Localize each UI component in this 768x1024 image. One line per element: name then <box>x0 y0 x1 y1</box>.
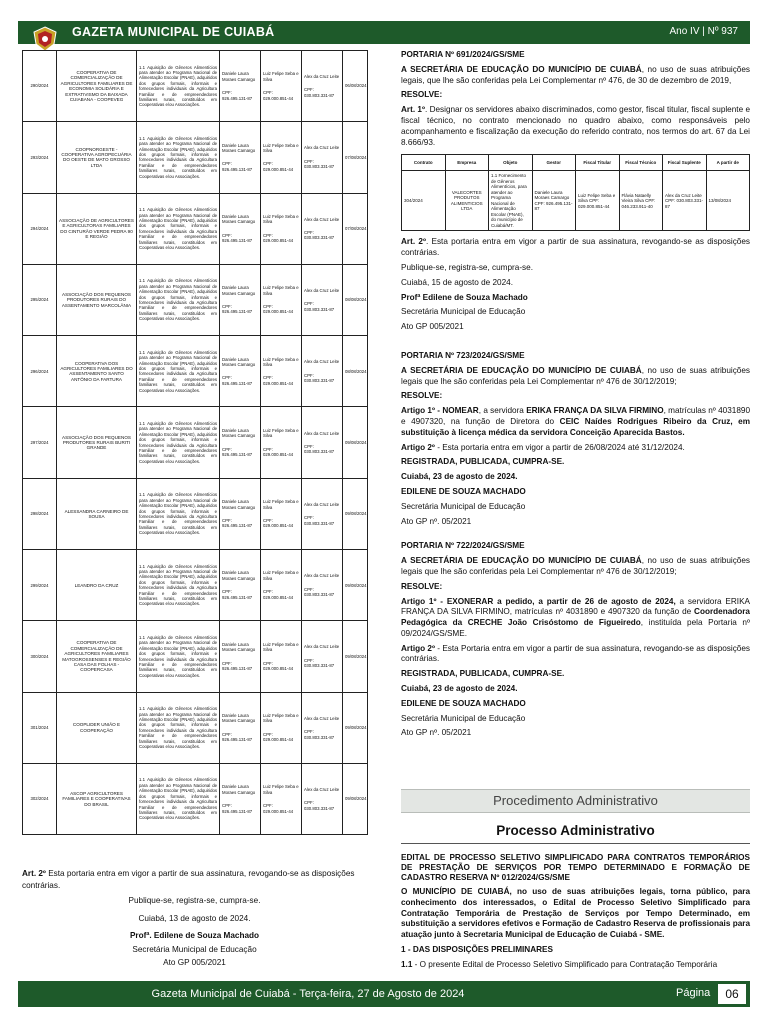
table-cell: 1.1 Fornecimento de Gêneros Alimentícios, para atender ao Programa Nacional de Alimentação Escolar (PNAE), do município de Cuiabá/MT. <box>489 171 533 231</box>
suplente-cell <box>302 478 343 549</box>
city-coat-of-arms-icon <box>32 26 58 52</box>
contract-number: 299/2024 <box>23 550 57 621</box>
article-1: Artigo 1º - NOMEAR, a servidora ERIKA FRANÇA DA SILVA FIRMINO, matrículas nº 4031890 e 4907320, na função de Diretora do CEIC Naídes Rodrigues Ribeiro da Cruz, em substituição à licença médica da servidora Conceição Aparecida Bastos. <box>401 406 751 437</box>
resolve-label: RESOLVE: <box>401 90 443 100</box>
suplente-cell <box>302 193 343 264</box>
fiscal-cell <box>261 407 302 478</box>
person-cpf: CPF: 029.000.851-44 <box>263 304 294 315</box>
person-name: Luiz Felipe Seba e Silva <box>263 71 299 82</box>
person-cpf: CPF: 029.000.851-44 <box>263 446 294 458</box>
contract-object: 1.1 Aquisição de Gêneros Alimentícios para atender ao Programa Nacional de Alimentação Escolar (PNAE), adquiridos dos grupos formais, informais e fornecedores individuais da Agricultura Familiar e de empreendedores familiares rurais, constituídos em Cooperativas e/ou Associações. <box>137 478 220 549</box>
person-name: Daniele Laura Moraes Camargo <box>222 356 256 367</box>
person-name: Daniele Laura Moraes Camargo <box>222 427 256 439</box>
article-2: Artigo 2º - Esta Portaria entra em vigor a partir de sua assinatura, revogando-se as disposições contrárias. <box>401 643 751 664</box>
contract-number: 295/2024 <box>23 264 57 335</box>
contract-number: 293/2024 <box>23 122 57 193</box>
portaria-722 <box>401 541 750 739</box>
signer-role: Secretária Municipal de Educação <box>401 307 526 317</box>
suplente-cell <box>302 51 343 122</box>
start-date: 09/08/2024 <box>343 763 368 834</box>
company-name: LEANDRO DA CRUZ <box>57 550 137 621</box>
edition-number: Ano IV | Nº 937 <box>669 26 738 37</box>
table-cell: 304/2024 <box>402 171 446 231</box>
suplente-cell <box>302 122 343 193</box>
person-cpf: CPF: 926.495.131-87 <box>222 731 253 743</box>
person-cpf: CPF: 926.495.131-87 <box>222 161 253 172</box>
footer-text: Gazeta Municipal de Cuiabá - Terça-feira, 27 de Agosto de 2024 <box>151 988 465 1000</box>
table-cell: VALECORTES PRODUTOS ALIMENTICIOS LTDA <box>445 171 489 231</box>
contract-number: 301/2024 <box>23 692 57 763</box>
person-cpf: CPF: 029.000.851-44 <box>263 232 294 244</box>
column-header: Fiscal Titular <box>576 155 620 171</box>
edital-section <box>401 853 750 975</box>
designation-table <box>401 154 750 231</box>
signer-name: EDILENE DE SOUZA MACHADO <box>401 486 526 496</box>
signer-act: Ato GP 005/2021 <box>163 958 226 967</box>
person-name: Luiz Felipe Seba e Silva <box>263 641 299 653</box>
table-row <box>23 407 368 478</box>
registrada-line: REGISTRADA, PUBLICADA, CUMPRA-SE. <box>401 669 565 679</box>
person-cpf: CPF: 926.495.131-87 <box>222 517 253 529</box>
fiscal-cell <box>261 621 302 692</box>
contract-object: 1.1 Aquisição de Gêneros Alimentícios para atender ao Programa Nacional de Alimentação Escolar (PNAE), adquiridos dos grupos formais, informais e fornecedores individuais da Agricultura Familiar e de empreendedores familiares rurais, constituídos em Cooperativas e/ou Associações. <box>137 193 220 264</box>
table-cell: Alex da Cruz Leite CPF: 030.803.331-87 <box>663 171 707 231</box>
person-name: Daniele Laura Moraes Camargo <box>222 142 256 154</box>
person-name: Daniele Laura Moraes Camargo <box>222 499 256 510</box>
person-cpf: CPF: 030.803.331-87 <box>304 87 335 98</box>
suplente-cell <box>302 264 343 335</box>
page-label: Página <box>676 987 711 999</box>
person-name: Alex da Cruz Leite <box>304 644 340 650</box>
signer-name: Profª Edilene de Souza Machado <box>401 292 528 302</box>
person-name: Alex da Cruz Leite <box>304 787 340 792</box>
contract-number: 294/2024 <box>23 193 57 264</box>
person-cpf: CPF: 030.803.331-87 <box>304 372 335 384</box>
signer-name: EDILENE DE SOUZA MACHADO <box>401 698 526 708</box>
person-name: Daniele Laura Moraes Camargo <box>222 71 256 82</box>
article-2: Art. 2º. Esta portaria entra em vigor a partir de sua assinatura, revogando-se as disposições contrárias. <box>401 237 750 258</box>
gestor-cell <box>220 407 261 478</box>
person-name: Luiz Felipe Seba e Silva <box>263 142 299 154</box>
table-row <box>23 336 368 407</box>
suplente-cell <box>302 407 343 478</box>
gestor-cell <box>220 264 261 335</box>
start-date: 06/08/2024 <box>343 51 368 122</box>
table-cell: Daniele Laura Moraes Camargo CPF: 926.495.131-87 <box>532 171 576 231</box>
person-name: Alex da Cruz Leite <box>304 74 340 80</box>
person-cpf: CPF: 926.495.131-87 <box>222 90 253 101</box>
signer-act: Ato GP nº. 05/2021 <box>401 516 472 526</box>
suplente-cell <box>302 336 343 407</box>
person-name: Daniele Laura Moraes Camargo <box>222 570 256 581</box>
suplente-cell <box>302 763 343 834</box>
person-cpf: CPF: 030.803.331-87 <box>304 729 335 740</box>
company-name: COOPERATIVA DOS AGRICULTORES FAMILIARES DO ASSENTAMENTO SANTO ANTÔNIO DA FARTURA <box>57 336 137 407</box>
person-name: Luiz Felipe Seba e Silva <box>263 356 299 367</box>
person-cpf: CPF: 030.803.331-87 <box>304 158 335 170</box>
person-name: Luiz Felipe Seba e Silva <box>263 499 299 510</box>
date-line: Cuiabá, 13 de agosto de 2024. <box>138 913 251 923</box>
article-1: Artigo 1º - EXONERAR a pedido, a partir de 26 de agosto de 2024, a servidora ERIKA FRANÇA DA SILVA FIRMINO, matrículas nº 4031890 e 4907320 da função de Coordenadora Pedagógica da CRECHE João Crisóstomo de Figueiredo, instituída pela Portaria nº 09/2024/GS/SME. <box>401 596 751 638</box>
start-date: 07/08/2024 <box>343 193 368 264</box>
fiscal-cell <box>261 763 302 834</box>
gestor-cell <box>220 692 261 763</box>
person-name: Alex da Cruz Leite <box>304 145 340 151</box>
fiscal-cell <box>261 122 302 193</box>
right-column <box>401 50 750 743</box>
article-2: Art. 2º Esta portaria entra em vigor a partir de sua assinatura, revogando-se as disposições contrárias. <box>22 869 355 890</box>
start-date: 08/08/2024 <box>343 336 368 407</box>
table-row <box>23 763 368 834</box>
contract-object: 1.1 Aquisição de Gêneros Alimentícios para atender ao Programa Nacional de Alimentação Escolar (PNAE), adquiridos dos grupos formais, informais e fornecedores individuais da Agricultura Familiar e de empreendedores familiares rurais, constituídos em Cooperativas e/ou Associações. <box>137 407 220 478</box>
fiscal-cell <box>261 550 302 621</box>
column-header: Objeto <box>489 155 533 171</box>
person-cpf: CPF: 030.803.331-87 <box>304 515 335 526</box>
contract-object: 1.1 Aquisição de Gêneros Alimentícios para atender ao Programa Nacional de Alimentação Escolar (PNAE), adquiridos dos grupos formais, informais e fornecedores individuais da Agricultura Familiar e de empreendedores familiares rurais, constituídos em Cooperativas e/ou Associações. <box>137 336 220 407</box>
portaria-title: PORTARIA Nº 723/2024/GS/SME <box>401 350 525 360</box>
table-row <box>23 550 368 621</box>
person-name: Luiz Felipe Seba e Silva <box>263 427 299 439</box>
gestor-cell <box>220 478 261 549</box>
person-name: Alex da Cruz Leite <box>304 715 340 721</box>
column-header: Fiscal Suplente <box>663 155 707 171</box>
gestor-cell <box>220 621 261 692</box>
person-name: Luiz Felipe Seba e Silva <box>263 784 299 795</box>
table-row <box>23 264 368 335</box>
section-title: Processo Administrativo <box>401 823 750 844</box>
suplente-cell <box>302 692 343 763</box>
column-header: A partir de <box>706 155 750 171</box>
edital-title: EDITAL DE PROCESSO SELETIVO SIMPLIFICADO PARA CONTRATOS TEMPORÁRIOS DE PRESTAÇÃO DE SERVIÇOS POR TEMPO DETERMINADO E FORMAÇÃO DE CADASTRO RESERVA Nº 012/2024/GS/SME <box>401 853 750 882</box>
date-line: Cuiabá, 15 de agosto de 2024. <box>401 277 513 287</box>
person-cpf: CPF: 926.495.131-87 <box>222 375 253 386</box>
contract-object: 1.1 Aquisição de Gêneros Alimentícios para atender ao Programa Nacional de Alimentação Escolar (PNAE), adquiridos dos grupos formais, informais e fornecedores individuais da Agricultura Familiar e de empreendedores familiares rurais, constituídos em Cooperativas e/ou Associações. <box>137 51 220 122</box>
person-name: Alex da Cruz Leite <box>304 287 340 293</box>
signer-role: Secretária Municipal de Educação <box>401 501 526 511</box>
company-name: ASSOCIAÇÃO DE AGRICULTORES E AGRICULTORAS FAMILIARES DO CINTURÃO VERDE PEDRA 90 E REGIÃO <box>57 193 137 264</box>
section-bar: Procedimento Administrativo <box>401 789 750 813</box>
column-header: Fiscal Técnico <box>619 155 663 171</box>
person-cpf: CPF: 029.000.851-44 <box>263 660 294 671</box>
table-row <box>23 621 368 692</box>
gestor-cell <box>220 550 261 621</box>
person-name: Alex da Cruz Leite <box>304 359 340 365</box>
resolve-label: RESOLVE: <box>401 581 443 591</box>
start-date: 09/08/2024 <box>343 478 368 549</box>
contract-number: 297/2024 <box>23 407 57 478</box>
table-row <box>23 122 368 193</box>
signer-act: Ato GP nº. 05/2021 <box>401 728 472 738</box>
person-name: Daniele Laura Moraes Camargo <box>222 285 256 296</box>
edital-item-1-1: 1.1 - O presente Edital de Processo Seletivo Simplificado para Contratação Temporária <box>401 959 718 969</box>
person-cpf: CPF: 030.803.331-87 <box>304 301 335 312</box>
person-cpf: CPF: 029.000.851-44 <box>263 803 294 814</box>
signer-role: Secretária Municipal de Educação <box>401 713 526 723</box>
person-cpf: CPF: 926.495.131-87 <box>222 232 253 244</box>
column-header: Contrato <box>402 155 446 171</box>
contract-number: 300/2024 <box>23 621 57 692</box>
company-name: COOPNORGESTE - COOPERATIVA AGROPECUÁRIA DO OESTE DE MATO GROSSO LTDA <box>57 122 137 193</box>
gazette-title: GAZETA MUNICIPAL DE CUIABÁ <box>72 25 275 39</box>
company-name: ASCOP AGRICULTORES FAMILIARES E COOPERATIVAS DO BRASIL <box>57 763 137 834</box>
left-portaria-closing <box>22 868 367 975</box>
person-name: Daniele Laura Moraes Camargo <box>222 713 256 724</box>
table-row <box>23 193 368 264</box>
company-name: COOPLIDER UNIÃO E COOPERAÇÃO <box>57 692 137 763</box>
contract-object: 1.1 Aquisição de Gêneros Alimentícios para atender ao Programa Nacional de Alimentação Escolar (PNAE), adquiridos dos grupos formais, informais e fornecedores individuais da Agricultura Familiar e de empreendedores familiares rurais, constituídos em Cooperativas e/ou Associações. <box>137 621 220 692</box>
publique-line: Publique-se, registra-se, cumpra-se. <box>401 262 533 272</box>
person-name: Alex da Cruz Leite <box>304 501 340 507</box>
person-cpf: CPF: 926.495.131-87 <box>222 660 253 671</box>
person-cpf: CPF: 029.000.851-44 <box>263 375 294 386</box>
person-name: Luiz Felipe Seba e Silva <box>263 285 299 296</box>
table-cell: Luiz Felipe Seba e Silva CPF: 029.000.851-44 <box>576 171 620 231</box>
signer-role: Secretária Municipal de Educação <box>132 944 257 954</box>
portaria-intro: A SECRETÁRIA DE EDUCAÇÃO DO MUNICÍPIO DE CUIABÁ, no uso de suas atribuições legais que lhe são conferidas pela Lei Complementar nº 476 de 30/12/2019; <box>401 365 751 386</box>
article-1: Art. 1º. Designar os servidores abaixo discriminados, como gestor, fiscal titular, fiscal suplente e fiscal técnico, no contrato mencionado no quadro abaixo, como responsáveis pelo acompanhamento e fiscalização da execução do referido contrato, nos termos do art. 67 da Lei 8.666/93. <box>401 105 750 147</box>
portaria-intro: A SECRETÁRIA DE EDUCAÇÃO DO MUNICÍPIO DE CUIABÁ, no uso de suas atribuições legais, que lhe são conferidas pela Lei Complementar nº 476, de 30 de dezembro de 2019, <box>401 64 751 85</box>
edital-intro: O MUNICÍPIO DE CUIABÁ, no uso de suas atribuições legais, torna público, para conhecimento dos interessados, o Edital de Processo Seletivo Simplificado para Contratação Temporária de Prestação de Serviços por Tempo Determinado, em substituição a servidores efetivos e Formação de Cadastro Reserva de profissionais para atuação junto à Secretaria Municipal de Educação de Cuiabá - SME. <box>401 887 750 940</box>
start-date: 09/08/2024 <box>343 407 368 478</box>
signer-act: Ato GP 005/2021 <box>401 322 464 332</box>
person-name: Daniele Laura Moraes Camargo <box>222 784 256 795</box>
gestor-cell <box>220 122 261 193</box>
fiscal-cell <box>261 692 302 763</box>
person-name: Alex da Cruz Leite <box>304 216 340 222</box>
start-date: 09/08/2024 <box>343 550 368 621</box>
table-row <box>23 51 368 122</box>
contracts-table <box>22 50 368 835</box>
contract-object: 1.1 Aquisição de Gêneros Alimentícios para atender ao Programa Nacional de Alimentação Escolar (PNAE), adquiridos dos grupos formais, informais e fornecedores individuais da Agricultura Familiar e de empreendedores familiares rurais, constituídos em Cooperativas e/ou Associações. <box>137 692 220 763</box>
company-name: ALESSANDRA CARNEIRO DE SOUSA <box>57 478 137 549</box>
portaria-723 <box>401 351 750 527</box>
gestor-cell <box>220 763 261 834</box>
contract-number: 296/2024 <box>23 336 57 407</box>
person-cpf: CPF: 029.000.851-44 <box>263 90 294 101</box>
column-header: Empresa <box>445 155 489 171</box>
column-header: Gestor <box>532 155 576 171</box>
contract-number: 298/2024 <box>23 478 57 549</box>
gestor-cell <box>220 193 261 264</box>
gestor-cell <box>220 51 261 122</box>
person-name: Daniele Laura Moraes Camargo <box>222 213 256 225</box>
publique-line: Publique-se, registra-se, cumpra-se. <box>128 896 261 905</box>
suplente-cell <box>302 621 343 692</box>
portaria-title: PORTARIA Nº 722/2024/GS/SME <box>401 541 525 551</box>
signer-name: Profª. Edilene de Souza Machado <box>129 931 260 940</box>
article-2: Artigo 2º - Esta portaria entra em vigor a partir de 26/08/2024 até 31/12/2024. <box>401 442 685 452</box>
company-name: COOPERATIVA DE COMERCIALIZAÇÃO DE AGRICULTORES FAMILIARES MATOGROSSENSES E REGIÃO CASA DAS FOLHAS - COOPERCASA <box>57 621 137 692</box>
person-name: Daniele Laura Moraes Camargo <box>222 641 256 653</box>
person-cpf: CPF: 926.495.131-87 <box>222 304 253 315</box>
fiscal-cell <box>261 193 302 264</box>
suplente-cell <box>302 550 343 621</box>
start-date: 07/08/2024 <box>343 122 368 193</box>
person-name: Alex da Cruz Leite <box>304 430 340 436</box>
table-row <box>23 478 368 549</box>
fiscal-cell <box>261 336 302 407</box>
date-line: Cuiabá, 23 de agosto de 2024. <box>401 684 518 694</box>
start-date: 09/08/2024 <box>343 692 368 763</box>
portaria-691 <box>401 50 750 333</box>
person-cpf: CPF: 926.495.131-87 <box>222 803 253 814</box>
person-cpf: CPF: 029.000.851-44 <box>263 589 294 600</box>
contract-number: 302/2024 <box>23 763 57 834</box>
contract-number: 290/2024 <box>23 51 57 122</box>
fiscal-cell <box>261 264 302 335</box>
person-cpf: CPF: 030.803.331-87 <box>304 800 335 811</box>
person-cpf: CPF: 926.495.131-87 <box>222 589 253 600</box>
page-number: 06 <box>717 983 747 1005</box>
company-name: ASSOCIAÇÃO DOS PEQUENOS PRODUTORES RURAIS DO ASSENTAMENTO MARCOLÂNIA <box>57 264 137 335</box>
person-cpf: CPF: 029.000.851-44 <box>263 517 294 529</box>
fiscal-cell <box>261 478 302 549</box>
company-name: ASSOCIAÇÃO DOS PEQUENOS PRODUTORES RURAIS BURITI GRANDE <box>57 407 137 478</box>
contract-object: 1.1 Aquisição de Gêneros Alimentícios para atender ao Programa Nacional de Alimentação Escolar (PNAE), adquiridos dos grupos formais, informais e fornecedores individuais da Agricultura Familiar e de empreendedores familiares rurais, constituídos em Cooperativas e/ou Associações. <box>137 122 220 193</box>
portaria-title: PORTARIA Nº 691/2024/GS/SME <box>401 50 525 59</box>
person-cpf: CPF: 926.495.131-87 <box>222 446 253 458</box>
resolve-label: RESOLVE: <box>401 391 443 401</box>
person-cpf: CPF: 030.803.331-87 <box>304 657 335 669</box>
gestor-cell <box>220 336 261 407</box>
registrada-line: REGISTRADA, PUBLICADA, CUMPRA-SE. <box>401 457 565 467</box>
contract-object: 1.1 Aquisição de Gêneros Alimentícios para atender ao Programa Nacional de Alimentação Escolar (PNAE), adquiridos dos grupos formais, informais e fornecedores individuais da Agricultura Familiar e de empreendedores familiares rurais, constituídos em Cooperativas e/ou Associações. <box>137 264 220 335</box>
contract-object: 1.1 Aquisição de Gêneros Alimentícios para atender ao Programa Nacional de Alimentação Escolar (PNAE), adquiridos dos grupos formais, informais e fornecedores individuais da Agricultura Familiar e de empreendedores familiares rurais, constituídos em Cooperativas e/ou Associações. <box>137 550 220 621</box>
company-name: COOPERATIVA DE COMERCIALIZAÇÃO DE AGRICULTORES FAMILIARES DE ECONOMIA SOLIDÁRIA E EXTRATIVISMO DA BAIXADA CUIABANA - COOPEVEG <box>57 51 137 122</box>
fiscal-cell <box>261 51 302 122</box>
table-cell: 13/08/2024 <box>706 171 750 231</box>
person-cpf: CPF: 030.803.331-87 <box>304 586 335 597</box>
person-name: Luiz Felipe Seba e Silva <box>263 713 299 724</box>
person-name: Luiz Felipe Seba e Silva <box>263 213 299 225</box>
contract-object: 1.1 Aquisição de Gêneros Alimentícios para atender ao Programa Nacional de Alimentação Escolar (PNAE), adquiridos dos grupos formais, informais e fornecedores individuais da Agricultura Familiar e de empreendedores familiares rurais, constituídos em Cooperativas e/ou Associações. <box>137 763 220 834</box>
person-cpf: CPF: 029.000.851-44 <box>263 161 294 172</box>
table-row <box>23 692 368 763</box>
date-line: Cuiabá, 23 de agosto de 2024. <box>401 472 518 482</box>
portaria-intro: A SECRETÁRIA DE EDUCAÇÃO DO MUNICÍPIO DE CUIABÁ, no uso de suas atribuições legais que lhe são conferidas pela Lei Complementar nº 476 de 30/12/2019; <box>401 556 751 576</box>
table-cell: Flávia Nataelly Vieira Silva CPF: 046.233.911-40 <box>619 171 663 231</box>
person-name: Alex da Cruz Leite <box>304 573 340 579</box>
contracts-table-section <box>22 50 367 835</box>
edital-section-1: 1 - DAS DISPOSIÇÕES PRELIMINARES <box>401 944 553 954</box>
start-date: 08/08/2024 <box>343 264 368 335</box>
start-date: 09/08/2024 <box>343 621 368 692</box>
person-cpf: CPF: 029.000.851-44 <box>263 731 294 743</box>
person-cpf: CPF: 030.803.331-87 <box>304 230 335 241</box>
person-name: Luiz Felipe Seba e Silva <box>263 570 299 581</box>
person-cpf: CPF: 030.803.331-87 <box>304 443 335 455</box>
